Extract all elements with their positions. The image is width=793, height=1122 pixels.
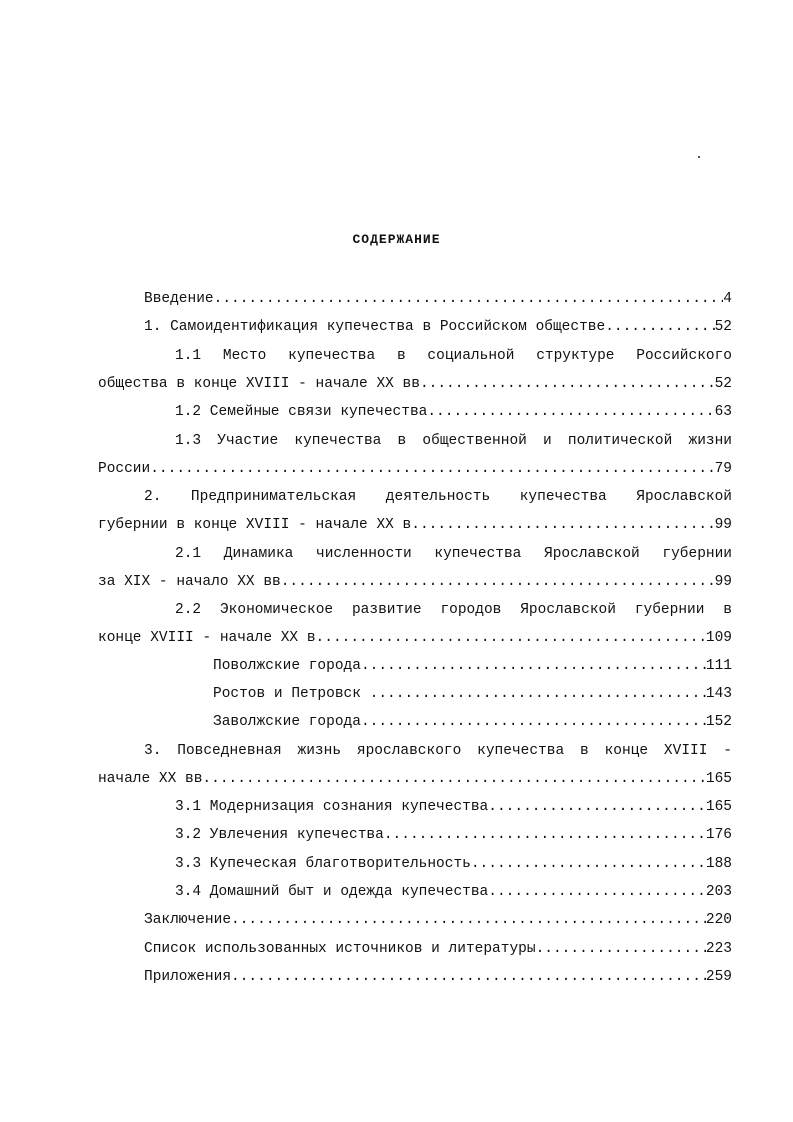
toc-entry-text: 3.2 Увлечения купечества xyxy=(175,827,384,843)
toc-entry-text: Список использованных источников и литературы xyxy=(144,941,536,957)
toc-entry-text: Приложения xyxy=(144,969,232,985)
toc-page-number: 99 xyxy=(714,574,732,590)
toc-entry-1-3-line2 xyxy=(98,458,732,480)
toc-page-number: 259 xyxy=(705,969,732,985)
toc-entry-2-2-line2 xyxy=(98,627,732,649)
toc-entry-text: за XIX - начало XX вв xyxy=(98,574,281,590)
toc-entry-text: 3.3 Купеческая благотворительность xyxy=(175,856,471,872)
toc-entry-sources xyxy=(98,938,732,960)
leader-dots xyxy=(605,316,714,338)
leader-dots xyxy=(384,824,706,846)
toc-entry-zavolzhye-towns xyxy=(98,711,732,733)
toc-page-number: 188 xyxy=(705,856,732,872)
leader-dots xyxy=(427,401,714,423)
toc-entry-2-1-line2 xyxy=(98,571,732,593)
toc-entry-rostov-petrovsk xyxy=(98,683,732,705)
leader-dots xyxy=(471,853,706,875)
toc-entry-text: России xyxy=(98,461,151,477)
toc-entry-text: Заволжские города xyxy=(213,714,361,730)
toc-page-number: 143 xyxy=(705,686,732,702)
toc-entry-appendix xyxy=(98,966,732,988)
toc-entry-text: 3.4 Домашний быт и одежда купечества xyxy=(175,884,489,900)
leader-dots xyxy=(281,571,715,593)
leader-dots xyxy=(231,966,706,988)
toc-entry-3-4 xyxy=(98,881,732,903)
toc-page-number: 165 xyxy=(705,799,732,815)
leader-dots xyxy=(420,373,715,395)
toc-entry-intro xyxy=(98,288,732,310)
toc-page-number: 99 xyxy=(714,517,732,533)
toc-entry-2-1-line1: 2.1 Динамика численности купечества Ярославской губернии xyxy=(175,546,732,562)
toc-entry-chapter-3-line1: 3. Повседневная жизнь ярославского купечества в конце XVIII - xyxy=(144,743,732,759)
leader-dots xyxy=(150,458,714,480)
toc-entry-text: 1. Самоидентификация купечества в Российском обществе xyxy=(144,319,606,335)
page-title: СОДЕРЖАНИЕ xyxy=(352,232,441,247)
leader-dots xyxy=(488,881,706,903)
toc-entry-3-2 xyxy=(98,824,732,846)
toc-entry-text: конце XVIII - начале XX в xyxy=(98,630,316,646)
toc-entry-3-1 xyxy=(98,796,732,818)
toc-entry-chapter-2-line2 xyxy=(98,514,732,536)
toc-entry-1-1-line2 xyxy=(98,373,732,395)
toc-entry-text: общества в конце XVIII - начале XX вв xyxy=(98,376,420,392)
toc-page-number: 111 xyxy=(705,658,732,674)
toc-entry-text: Ростов и Петровск xyxy=(213,686,370,702)
leader-dots xyxy=(411,514,714,536)
leader-dots xyxy=(488,796,706,818)
toc-entry-chapter-3-line2 xyxy=(98,768,732,790)
toc-page-number: 63 xyxy=(714,404,732,420)
toc-entry-1-2 xyxy=(98,401,732,423)
leader-dots xyxy=(536,938,706,960)
toc-entry-volga-towns xyxy=(98,655,732,677)
toc-page-number: 4 xyxy=(723,291,732,307)
toc-entry-3-3 xyxy=(98,853,732,875)
toc-page-number: 223 xyxy=(705,941,732,957)
toc-entry-1-3-line1: 1.3 Участие купечества в общественной и политической жизни xyxy=(175,433,732,449)
toc-page-number: 152 xyxy=(705,714,732,730)
toc-entry-1-1-line1: 1.1 Место купечества в социальной структуре Российского xyxy=(175,348,732,364)
toc-entry-conclusion xyxy=(98,909,732,931)
leader-dots xyxy=(370,683,706,705)
toc-page-number: 52 xyxy=(714,376,732,392)
toc-page-number: 52 xyxy=(714,319,732,335)
leader-dots xyxy=(231,909,706,931)
toc-entry-text: Поволжские города xyxy=(213,658,361,674)
toc-entry-text: 1.2 Семейные связи купечества xyxy=(175,404,428,420)
toc-page-number: 109 xyxy=(705,630,732,646)
leader-dots xyxy=(214,288,724,310)
leader-dots xyxy=(361,711,706,733)
toc-page-number: 203 xyxy=(705,884,732,900)
toc-entry-text: Заключение xyxy=(144,912,232,928)
toc-page-number: 176 xyxy=(705,827,732,843)
leader-dots xyxy=(202,768,705,790)
toc-page-number: 79 xyxy=(714,461,732,477)
toc-entry-2-2-line1: 2.2 Экономическое развитие городов Ярославской губернии в xyxy=(175,602,732,618)
toc-entry-chapter-2-line1: 2. Предпринимательская деятельность купечества Ярославской xyxy=(144,489,732,505)
leader-dots xyxy=(316,627,706,649)
toc-page-number: 220 xyxy=(705,912,732,928)
toc-entry-text: 3.1 Модернизация сознания купечества xyxy=(175,799,489,815)
toc-entry-chapter-1 xyxy=(98,316,732,338)
toc-page-number: 165 xyxy=(705,771,732,787)
scan-speck xyxy=(698,156,700,158)
toc-entry-text: губернии в конце XVIII - начале XX в xyxy=(98,517,412,533)
toc-entry-text: Введение xyxy=(144,291,214,307)
leader-dots xyxy=(361,655,706,677)
toc-entry-text: начале XX вв xyxy=(98,771,203,787)
